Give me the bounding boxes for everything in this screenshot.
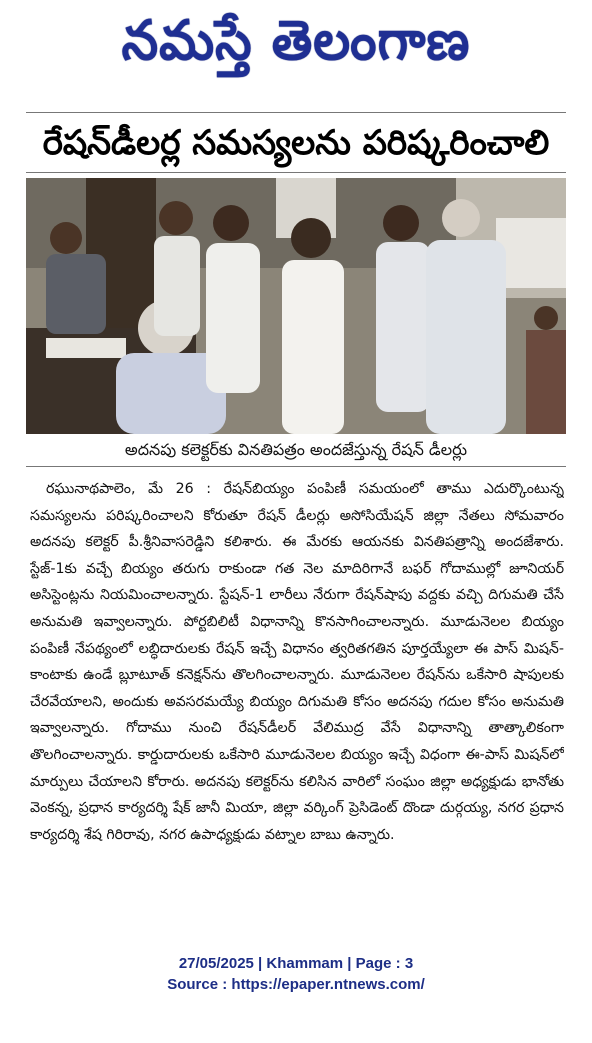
article-headline: రేషన్‌డీలర్ల సమస్యలను పరిష్కరించాలి bbox=[42, 123, 550, 163]
photo-caption: అదనపు కలెక్టర్‌కు వినతిపత్రం అందజేస్తున్న రేషన్ డీలర్లు bbox=[124, 440, 468, 459]
caption-divider bbox=[26, 466, 566, 467]
top-divider bbox=[26, 112, 566, 113]
article-body bbox=[30, 476, 564, 956]
masthead-title: నమస్తే తెలంగాణ bbox=[121, 9, 471, 73]
edition-info: 27/05/2025 | Khammam | Page : 3 bbox=[178, 955, 414, 972]
masthead bbox=[0, 2, 592, 80]
article-paragraph: రఘునాథపాలెం, మే 26 : రేషన్‌బియ్యం పంపిణీ సమయంలో తాము ఎదుర్కొంటున్న సమస్యలను పరిష్కరించాలని కోరుతూ రేషన్ డీలర్లు అసోసియేషన్ జిల్లా నేతలు సోమవారం అదనపు కలెక్టర్ పీ.శ్రీనివాసరెడ్డిని కలిశారు. ఈ మేరకు ఆయనకు వినతిపత్రాన్ని అందజేశారు. స్టేజ్-1కు వచ్చే బియ్యం తరుగు రాకుండా గత నెల మాదిరిగానే బఫర్ గోదాముల్లో జూనియర్ అసిస్టెంట్లను నియమించాలన్నారు. స్టేషన్-1 లారీలు నేరుగా రేషన్‌షాపు వద్దకు వచ్చి దిగుమతి చేసే అనుమతి ఇవ్వాలన్నారు. పోర్టబిలిటీ విధానాన్ని కొనసాగించాలన్నారు. మూడునెలల బియ్యం పంపిణీ నేపథ్యంలో లబ్ధిదారులకు రేషన్ ఇచ్చే విధానం త్వరితగతిన పూర్తయ్యేలా ఈ పాస్ మిషన్-కాంటాకు ఉండే బ్లూటూత్ కనెక్షన్‌ను తొలగించాలన్నారు. మూడునెలల రేషన్‌ను ఒకేసారి షాపులకు చేరవేయాలని, అందుకు అవసరమయ్యే బియ్యం దిగుమతి కోసం అదనపు గదుల కోసం అనుమతి ఇవ్వాలన్నారు. గోదాము నుంచి రేషన్‌డీలర్ వేలిముద్ర వేసే విధానాన్ని తాత్కాలికంగా తొలగించాలన్నారు. కార్డుదారులకు ఒకేసారి మూడునెలల బియ్యం ఇచ్చే విధంగా ఈ-పాస్ మిషన్‌లో మార్పులు చేయాలని కోరారు. అదనపు కలెక్టర్‌ను కలిసిన వారిలో సంఘం జిల్లా అధ్యక్షుడు భానోతు వెంకన్న, ప్రధాన కార్యదర్శి షేక్ జానీ మియా, జిల్లా వర్కింగ్ ప్రెసిడెంట్ దొండా దుర్గయ్య, నగర ప్రధాన కార్యదర్శి శేష గిరిరావు, నగర ఉపాధ్యక్షుడు వట్నాల బాబు ఉన్నారు. bbox=[30, 481, 564, 843]
article-photo bbox=[26, 178, 566, 434]
headline-divider bbox=[26, 172, 566, 173]
source-link[interactable]: Source : https://epaper.ntnews.com/ bbox=[167, 976, 425, 993]
footer bbox=[0, 953, 592, 995]
